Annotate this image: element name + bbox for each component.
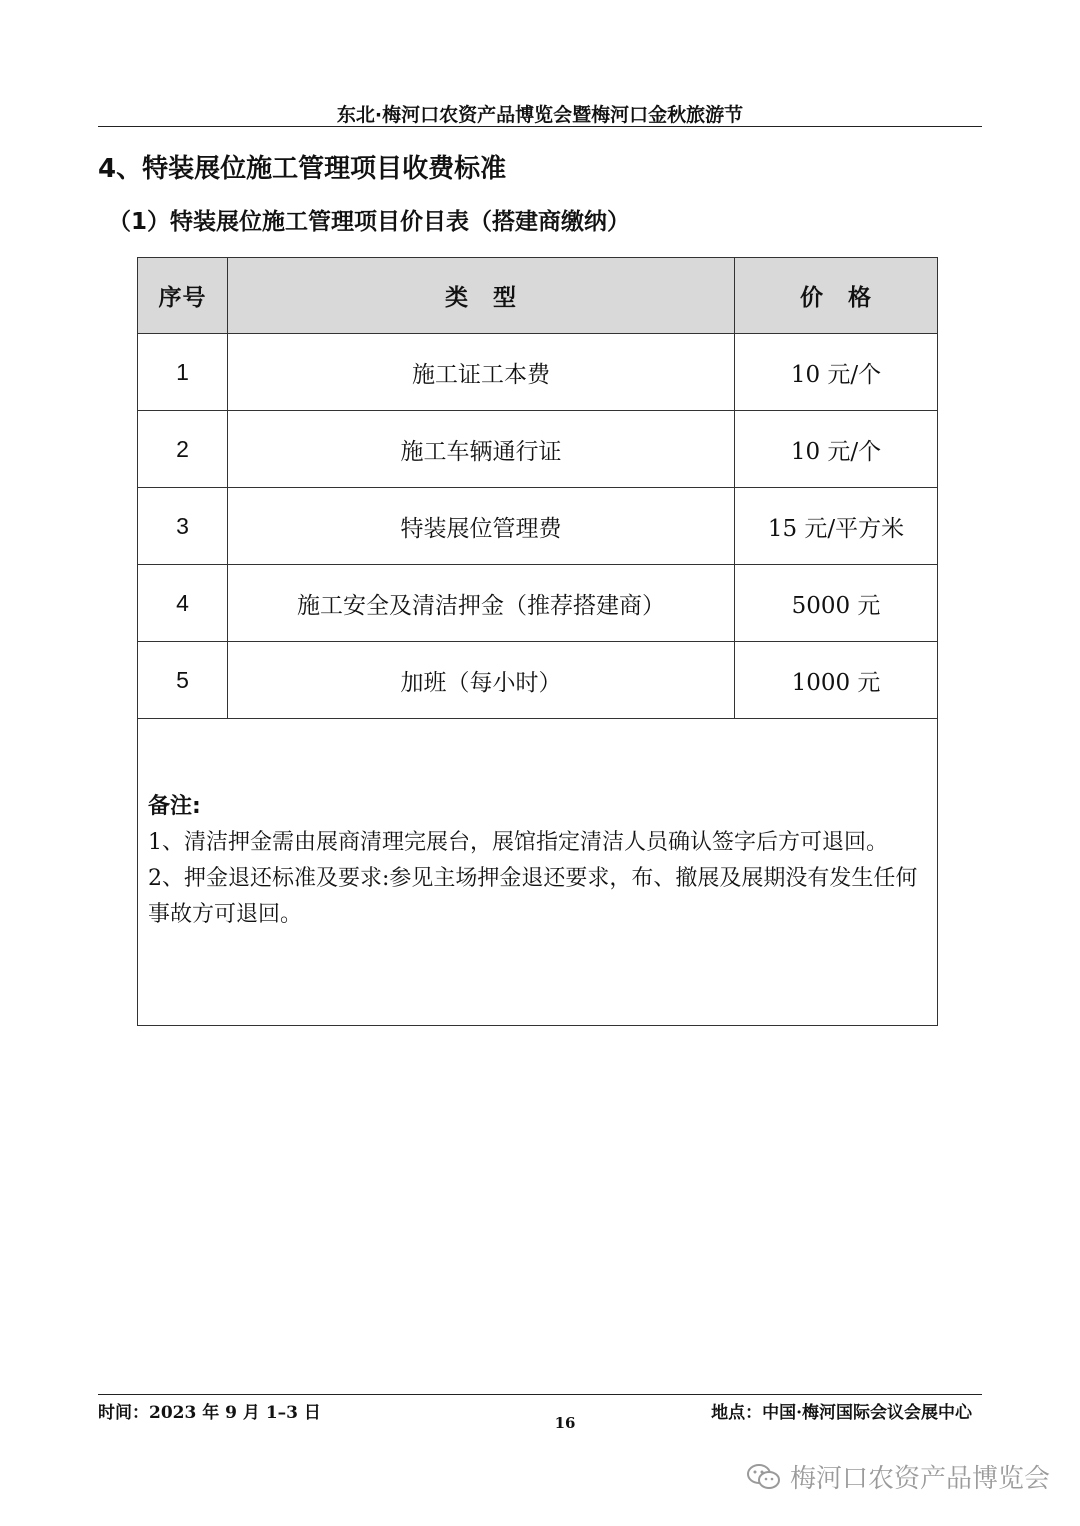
table-row xyxy=(138,642,938,719)
header-divider xyxy=(98,126,982,127)
section-heading: 4、特装展位施工管理项目收费标准 xyxy=(98,154,507,184)
row-no: 4 xyxy=(138,565,228,642)
footer-location: 地点：中国·梅河国际会议会展中心 xyxy=(711,1403,972,1423)
notes-line: 1、清洁押金需由展商清理完展台，展馆指定清洁人员确认签字后方可退回。 xyxy=(148,830,888,855)
row-no: 3 xyxy=(138,488,228,565)
fee-table xyxy=(137,257,938,1026)
watermark xyxy=(746,1458,1050,1495)
wechat-icon xyxy=(746,1462,782,1492)
row-type: 特装展位管理费 xyxy=(228,488,735,565)
row-type: 施工安全及清洁押金（推荐搭建商） xyxy=(228,565,735,642)
row-price: 5000 元 xyxy=(735,565,938,642)
row-type: 加班（每小时） xyxy=(228,642,735,719)
row-no: 1 xyxy=(138,334,228,411)
footer-divider xyxy=(98,1394,982,1395)
document-header-title: 东北·梅河口农资产品博览会暨梅河口金秋旅游节 xyxy=(336,104,744,126)
page-number: 16 xyxy=(554,1414,576,1432)
table-row xyxy=(138,565,938,642)
table-header-row xyxy=(138,258,938,334)
table-row xyxy=(138,411,938,488)
footer-time: 时间：2023 年 9 月 1–3 日 xyxy=(98,1403,321,1423)
table-row xyxy=(138,334,938,411)
row-price: 10 元/个 xyxy=(735,334,938,411)
header-no: 序号 xyxy=(138,258,228,334)
notes-line: 2、押金退还标准及要求:参见主场押金退还要求，布、撤展及展期没有发生任何事故方可退回。 xyxy=(148,866,918,927)
row-type: 施工证工本费 xyxy=(228,334,735,411)
notes-row xyxy=(138,719,938,1026)
row-price: 15 元/平方米 xyxy=(735,488,938,565)
notes-title: 备注: xyxy=(148,794,201,819)
header-price: 价 格 xyxy=(735,258,938,334)
row-price: 1000 元 xyxy=(735,642,938,719)
table-row xyxy=(138,488,938,565)
row-no: 2 xyxy=(138,411,228,488)
notes-cell xyxy=(138,719,938,1026)
row-type: 施工车辆通行证 xyxy=(228,411,735,488)
row-price: 10 元/个 xyxy=(735,411,938,488)
watermark-text: 梅河口农资产品博览会 xyxy=(789,1464,1050,1494)
header-type: 类 型 xyxy=(228,258,735,334)
row-no: 5 xyxy=(138,642,228,719)
sub-heading: （1）特装展位施工管理项目价目表（搭建商缴纳） xyxy=(108,209,631,235)
